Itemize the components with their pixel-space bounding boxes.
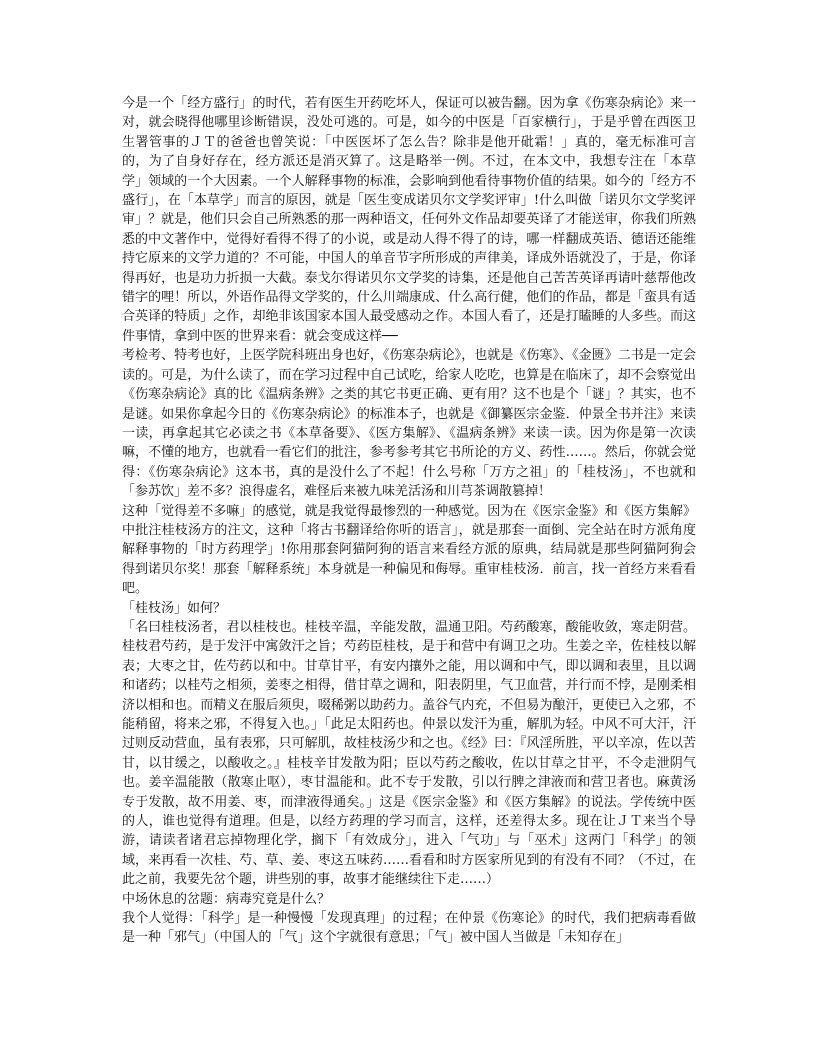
paragraph-guizhi-quote: 「名曰桂枝汤者，君以桂枝也。桂枝辛温，辛能发散，温通卫阳。芍药酸寒，酸能收敛，寒走阴营。桂枝君芍药，是于发汗中寓敛汗之旨；芍药臣桂枝，是于和营中有调卫之功。生姜之辛，佐桂枝以解表；大枣之甘，佐芍药以和中。甘草甘平，有安内攘外之能，用以调和中气，即以调和表里，且以调和诸药；以桂芍之相须，姜枣之相得，借甘草之调和，阳表阴里，气卫血营，并行而不悖，是刚柔相济以相和也。而精义在服后须臾，啜稀粥以助药力。盖谷气内充，不但易为酿汗，更使已入之邪，不能稍留，将来之邪，不得复入也。」「此足太阳药也。仲景以发汗为重，解肌为轻。中风不可大汗，汗过则反动营血，虽有表邪，只可解肌，故桂枝汤少和之也。《经》曰：『风淫所胜，平以辛凉，佐以苦甘，以甘缓之，以酸收之。』桂枝辛甘发散为阳；臣以芍药之酸收，佐以甘草之甘平，不令走泄阴气也。姜辛温能散（散寒止呕），枣甘温能和。此不专于发散，引以行脾之津液而和营卫者也。麻黄汤专于发散，故不用姜、枣，而津液得通矣。」这是《医宗金鉴》和《医方集解》的说法。学传统中医的人，谁也觉得有道理。但是，以经方药理的学习而言，这样，还差得太多。现在让ＪＴ来当个导游，请读者诸君忘掉物理化学，搁下「有效成分」，进入「气功」与「巫术」这两门「科学」的领域，来再看一次桂、芍、草、姜、枣这五味药……看看和时方医家所见到的有没有不同？（不过，在此之前，我要先岔个题，讲些别的事，故事才能继续往下走……） [122, 619, 696, 888]
paragraph-intermission-heading: 中场休息的岔题：病毒究竟是什么？ [122, 891, 331, 907]
document-page [122, 94, 696, 948]
paragraph-exam: 考检考、特考也好，上医学院科班出身也好，《伤寒杂病论》，也就是《伤寒》、《金匮》二书是一定会读的。可是，为什么读了，而在学习过程中自己试吃，给家人吃吃，也算是在临床了，却不会察觉出《伤寒杂病论》真的比《温病条辨》之类的其它书更正确、更有用？这不也是个「谜」？其实，也不是谜。如果你拿起今日的《伤寒杂病论》的标准本子，也就是《御纂医宗金鉴．仲景全书并注》来读一读，再拿起其它必读之书《本草备要》、《医方集解》、《温病条辨》来读一读。因为你是第一次读嘛，不懂的地方，也就看一看它们的批注，参考参考其它书所论的方义、药性……。然后，你就会觉得：《伤寒杂病论》这本书，真的是没什么了不起！什么号称「万方之祖」的「桂枝汤」，不也就和「参苏饮」差不多？浪得虚名，难怪后来被九味羌活汤和川芎茶调散篡掉！ [122, 348, 696, 500]
paragraph-virus: 我个人觉得：「科学」是一种慢慢「发现真理」的过程；在仲景《伤寒论》的时代，我们把病毒看做是一种「邪气」（中国人的「气」这个字就很有意思；「气」被中国人当做是「未知存在」 [122, 911, 696, 946]
paragraph-guizhi-question: 「桂枝汤」如何？ [122, 600, 227, 616]
paragraph-intro: 今是一个「经方盛行」的时代，若有医生开药吃坏人，保证可以被告翻。因为拿《伤寒杂病论》来一对，就会晓得他哪里诊断错误，没处可逃的。可是，如今的中医是「百家横行」，于是乎曾在西医卫生署管事的ＪＴ的爸爸也曾笑说：「中医医坏了怎么告？除非是他开砒霜！」真的，毫无标准可言的，为了自身好存在，经方派还是消灭算了。这是略举一例。不过，在本文中，我想专注在「本草学」领域的一个大因素。一个人解释事物的标准，会影响到他看待事物价值的结果。如今的「经方不盛行」，在「本草学」而言的原因，就是「医生变成诺贝尔文学奖评审」!什么叫做「诺贝尔文学奖评审」？就是，他们只会自己所熟悉的那一两种语文，任何外文作品却要英译了才能送审，你我们所熟悉的中文著作中，觉得好看得不得了的小说，或是动人得不得了的诗，哪一样翻成英语、德语还能维持它原来的文学力道的？不可能，中国人的单音节字所形成的声律美，译成外语就没了，于是，你译得再好，也是功力折损一大截。泰戈尔得诺贝尔文学奖的诗集，还是他自己苦苦英译再请叶慈帮他改错字的哩！所以，外语作品得文学奖的，什么川端康成、什么高行健，他们的作品，都是「蛮具有适合英译的特质」之作，却绝非该国家本国人最受感动之作。本国人看了，还是打瞌睡的人多些。而这件事情，拿到中医的世界来看：就会变成这样── [122, 96, 696, 344]
paragraph-feeling: 这种「觉得差不多嘛」的感觉，就是我觉得最惨烈的一种感觉。因为在《医宗金鉴》和《医方集解》中批注桂枝汤方的注文，这种「将古书翻译给你听的语言」，就是那套一面倒、完全站在时方派角度解释事物的「时方药理学」!你用那套阿猫阿狗的语言来看经方派的原典，结局就是那些阿猫阿狗会得到诺贝尔奖！那套「解释系统」本身就是一种偏见和侮辱。重审桂枝汤．前言，找一首经方来看看吧。 [122, 503, 696, 597]
